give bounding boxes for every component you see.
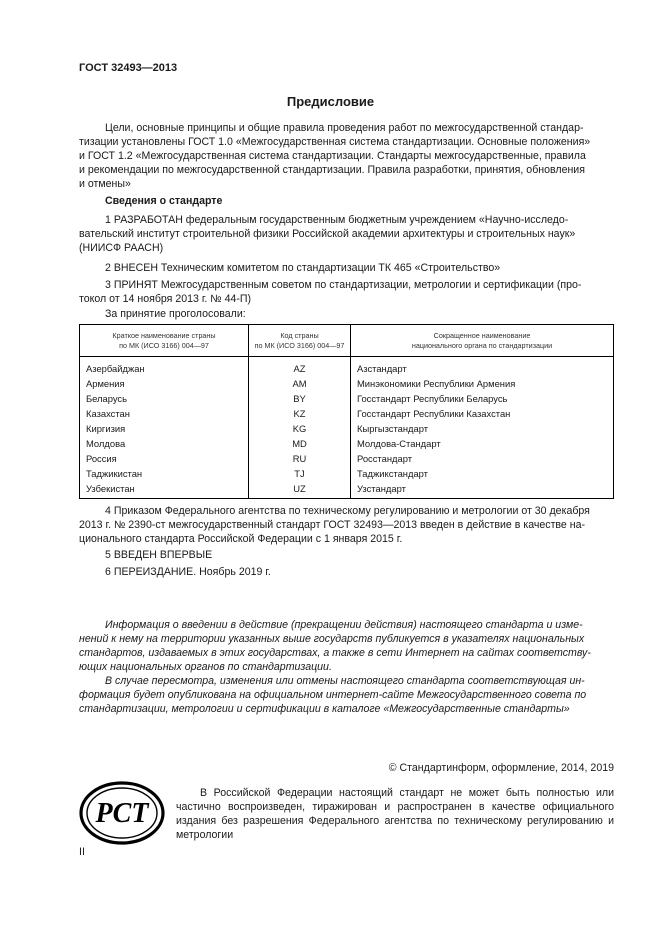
voted-label: За принятие проголосовали: bbox=[105, 308, 246, 320]
voted-label-block bbox=[79, 308, 614, 322]
country-cell: Узбекистан bbox=[80, 481, 249, 499]
standards-body-cell: Росстандарт bbox=[351, 451, 614, 466]
item-2-introduced bbox=[79, 262, 614, 276]
country-cell: Россия bbox=[80, 451, 249, 466]
note-line: ющих национальных органов по стандартизации. bbox=[79, 660, 332, 673]
item-1-developed bbox=[79, 214, 614, 256]
intro-paragraph bbox=[79, 122, 614, 192]
note-line: стандартизации, метрологии и сертификации в каталоге «Межгосударственные стандарты» bbox=[79, 702, 570, 715]
section-subtitle: Сведения о стандарте bbox=[105, 195, 223, 207]
column-header-code bbox=[249, 325, 351, 357]
header-line: по МК (ИСО 3166) 004—97 bbox=[119, 341, 209, 350]
copyright-line: © Стандартинформ, оформление, 2014, 2019 bbox=[388, 762, 614, 774]
table-header-row bbox=[80, 325, 614, 357]
note-line: Информация о введении в действие (прекращении действия) настоящего стандарта и изме- bbox=[105, 619, 583, 631]
note-line: В случае пересмотра, изменения или отмены настоящего стандарта соответствующая ин- bbox=[105, 675, 585, 687]
table-row bbox=[80, 466, 614, 481]
standards-body-cell: Минэкономики Республики Армения bbox=[351, 376, 614, 391]
voting-countries-table bbox=[79, 324, 614, 499]
standards-body-cell: Азстандарт bbox=[351, 357, 614, 377]
page-number: II bbox=[79, 846, 85, 858]
intro-line: и ГОСТ 1.2 «Межгосударственная система стандартизации. Стандарты межгосударственные, правила bbox=[79, 149, 586, 162]
code-cell: BY bbox=[249, 391, 351, 406]
pct-certification-logo bbox=[79, 781, 165, 845]
note-line: нений к нему на территории указанных выше государств публикуется в указателях национальных bbox=[79, 632, 585, 645]
code-cell: UZ bbox=[249, 481, 351, 499]
standards-body-cell: Госстандарт Республики Казахстан bbox=[351, 406, 614, 421]
column-header-country bbox=[80, 325, 249, 357]
code-cell: AM bbox=[249, 376, 351, 391]
country-cell: Молдова bbox=[80, 436, 249, 451]
item-3-adopted bbox=[79, 279, 614, 307]
table-row bbox=[80, 376, 614, 391]
header-line: Код страны bbox=[280, 331, 319, 340]
item-line: 2013 г. № 2390-ст межгосударственный стандарт ГОСТ 32493—2013 введен в действие в качестве на- bbox=[79, 518, 586, 531]
standards-body-cell: Узстандарт bbox=[351, 481, 614, 499]
code-cell: RU bbox=[249, 451, 351, 466]
note-line: стандартов, издаваемых в этих государствах, а также в сети Интернет на сайтах соответству- bbox=[79, 646, 591, 659]
column-header-body bbox=[351, 325, 614, 357]
table-row bbox=[80, 436, 614, 451]
logo-text: РСТ bbox=[95, 798, 149, 829]
info-note-paragraph-2 bbox=[79, 675, 614, 717]
country-cell: Армения bbox=[80, 376, 249, 391]
info-note-paragraph-1 bbox=[79, 619, 614, 675]
item-line: ционального стандарта Российской Федерации с 1 января 2015 г. bbox=[79, 532, 403, 545]
intro-line: тизации установлены ГОСТ 1.0 «Межгосударственная система стандартизации. Основные положения» bbox=[79, 135, 591, 148]
pct-logo-icon bbox=[79, 781, 165, 845]
item-line: 6 ПЕРЕИЗДАНИЕ. Ноябрь 2019 г. bbox=[105, 566, 271, 578]
table-row bbox=[80, 481, 614, 499]
note-line: формация будет опубликована на официальном интернет-сайте Межгосударственного совета по bbox=[79, 688, 587, 701]
code-cell: AZ bbox=[249, 357, 351, 377]
item-line: 1 РАЗРАБОТАН федеральным государственным бюджетным учреждением «Научно-исследо- bbox=[105, 214, 569, 226]
code-cell: KZ bbox=[249, 406, 351, 421]
table-row bbox=[80, 421, 614, 436]
table-row bbox=[80, 391, 614, 406]
table-row bbox=[80, 406, 614, 421]
standards-body-cell: Таджикстандарт bbox=[351, 466, 614, 481]
standards-body-cell: Кыргызстандарт bbox=[351, 421, 614, 436]
standards-body-cell: Госстандарт Республики Беларусь bbox=[351, 391, 614, 406]
code-cell: KG bbox=[249, 421, 351, 436]
item-line: 4 Приказом Федерального агентства по техническому регулированию и метрологии от 30 декабря bbox=[105, 505, 590, 517]
reproduction-notice: В Российской Федерации настоящий стандарт не может быть полностью или частично воспроизведен, тиражирован и распространен в качестве официального издания без разрешения Федерального агентства по техническому регулированию и метрологии bbox=[176, 787, 614, 841]
header-line: по МК (ИСО 3166) 004—97 bbox=[254, 341, 345, 350]
item-line: вательский институт строительной физики Российской академии архитектуры и строительных наук» bbox=[79, 227, 576, 240]
item-line: 2 ВНЕСЕН Техническим комитетом по стандартизации ТК 465 «Строительство» bbox=[105, 262, 501, 274]
standards-body-cell: Молдова-Стандарт bbox=[351, 436, 614, 451]
item-line: токол от 14 ноября 2013 г. № 44-П) bbox=[79, 292, 252, 305]
country-cell: Таджикистан bbox=[80, 466, 249, 481]
intro-line: Цели, основные принципы и общие правила проведения работ по межгосударственной стандар- bbox=[105, 122, 584, 134]
item-line: 3 ПРИНЯТ Межгосударственным советом по стандартизации, метрологии и сертификации (про- bbox=[105, 279, 582, 291]
intro-line: и отмены» bbox=[79, 177, 131, 190]
item-line: (НИИСФ РААСН) bbox=[79, 241, 164, 254]
page-title: Предисловие bbox=[286, 94, 375, 109]
code-cell: TJ bbox=[249, 466, 351, 481]
header-line: Краткое наименование страны bbox=[112, 331, 216, 340]
item-5-first-introduced bbox=[79, 549, 614, 563]
table-row bbox=[80, 451, 614, 466]
intro-line: и рекомендации по межгосударственной стандартизации. Правила разработки, принятия, обновления bbox=[79, 163, 585, 176]
country-cell: Казахстан bbox=[80, 406, 249, 421]
country-cell: Киргизия bbox=[80, 421, 249, 436]
document-code-header: ГОСТ 32493—2013 bbox=[79, 62, 178, 74]
item-4-order bbox=[79, 505, 614, 547]
header-line: Сокращенное наименование bbox=[433, 331, 531, 340]
item-line: 5 ВВЕДЕН ВПЕРВЫЕ bbox=[105, 549, 213, 561]
item-6-republication bbox=[79, 566, 614, 580]
table-row bbox=[80, 357, 614, 377]
country-cell: Беларусь bbox=[80, 391, 249, 406]
country-cell: Азербайджан bbox=[80, 357, 249, 377]
header-line: национального органа по стандартизации bbox=[411, 341, 553, 350]
code-cell: MD bbox=[249, 436, 351, 451]
